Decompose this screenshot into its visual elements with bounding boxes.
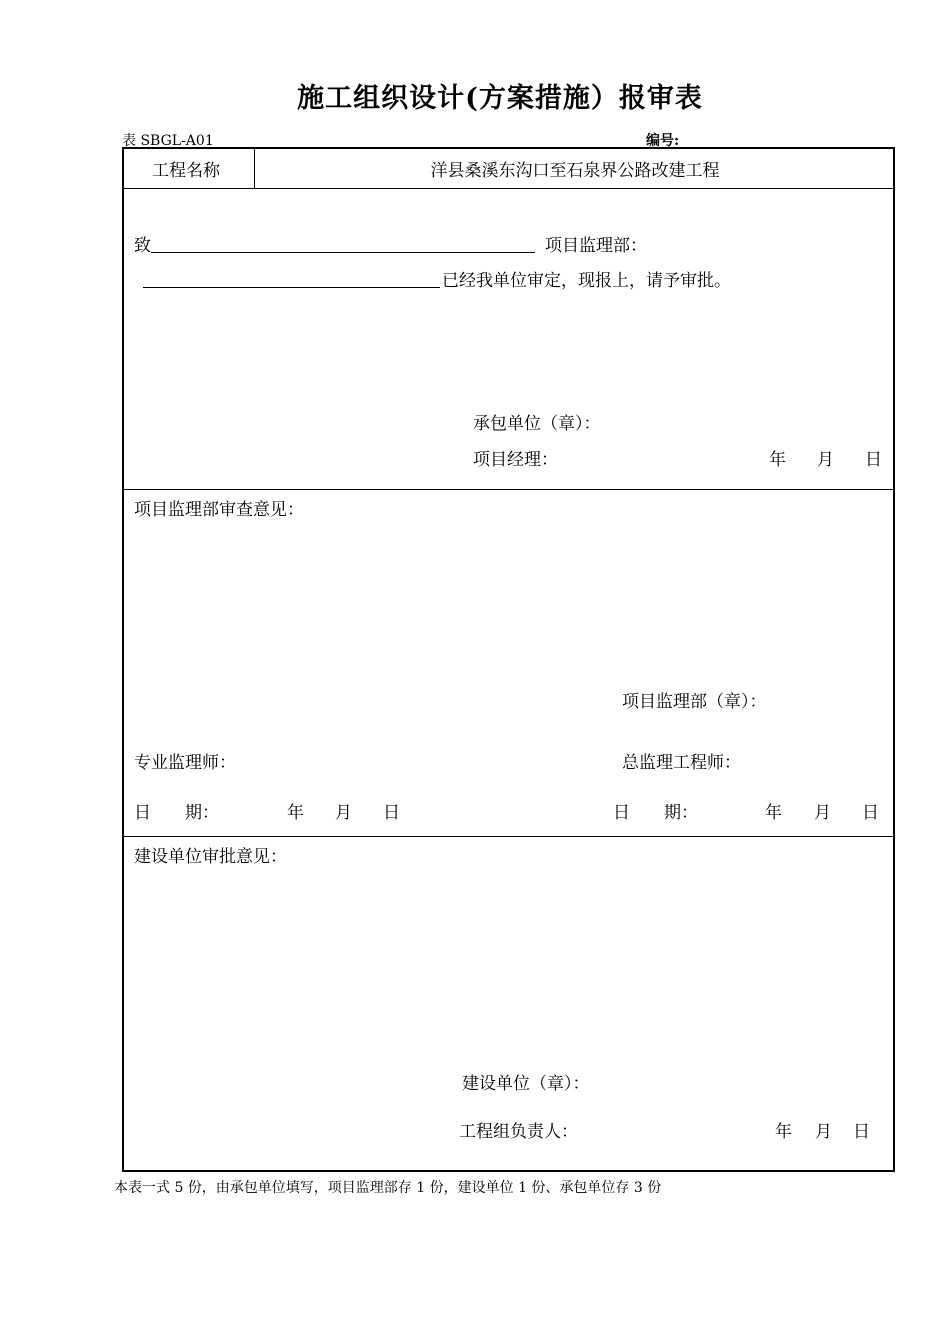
- to-suffix: 项目监理部：: [545, 236, 647, 256]
- project-name-value: 洋县桑溪东沟口至石泉界公路改建工程: [430, 161, 720, 181]
- owner-seal-label: 建设单位（章）：: [462, 1074, 590, 1094]
- project-name-label: 工程名称: [152, 161, 220, 181]
- date-label-right: 日 期：: [613, 803, 698, 823]
- document-name-blank-line[interactable]: [143, 266, 440, 288]
- footer-note: 本表一式 5 份，由承包单位填写，项目监理部存 1 份，建设单位 1 份、承包单位存 3 份: [114, 1180, 662, 1196]
- chief-supervisor-label: 总监理工程师：: [622, 753, 741, 773]
- owner-approval-heading: 建设单位审批意见：: [134, 847, 287, 867]
- row-divider: [124, 489, 893, 490]
- row-divider: [124, 188, 893, 189]
- supervision-review-heading: 项目监理部审查意见：: [134, 500, 304, 520]
- row-divider: [124, 836, 893, 837]
- form-code: 表 SBGL-A01: [122, 133, 214, 149]
- submit-statement: 已经我单位审定，现报上，请予审批。: [442, 271, 731, 291]
- date-year-label: 年: [775, 1122, 792, 1142]
- date-day-label: 日: [853, 1122, 870, 1142]
- form-number-label: 编号:: [646, 133, 680, 149]
- supervision-dept-seal-label: 项目监理部（章）：: [622, 692, 767, 712]
- date-year-label: 年: [765, 803, 782, 823]
- date-year-label: 年: [287, 803, 304, 823]
- date-label-left: 日 期：: [134, 803, 219, 823]
- contractor-seal-label: 承包单位（章）：: [473, 414, 601, 434]
- group-leader-label: 工程组负责人：: [459, 1122, 578, 1142]
- date-day-label: 日: [865, 450, 882, 470]
- specialist-supervisor-label: 专业监理师：: [134, 753, 236, 773]
- to-prefix: 致: [134, 236, 151, 256]
- date-month-label: 月: [815, 1122, 832, 1142]
- approval-form-table: [122, 147, 895, 1172]
- date-month-label: 月: [335, 803, 352, 823]
- date-day-label: 日: [383, 803, 400, 823]
- recipient-blank-line[interactable]: [151, 231, 535, 253]
- date-year-label: 年: [769, 450, 786, 470]
- date-month-label: 月: [817, 450, 834, 470]
- date-day-label: 日: [862, 803, 879, 823]
- project-manager-label: 项目经理：: [473, 450, 558, 470]
- page-title: 施工组织设计(方案措施）报审表: [297, 83, 703, 114]
- date-month-label: 月: [814, 803, 831, 823]
